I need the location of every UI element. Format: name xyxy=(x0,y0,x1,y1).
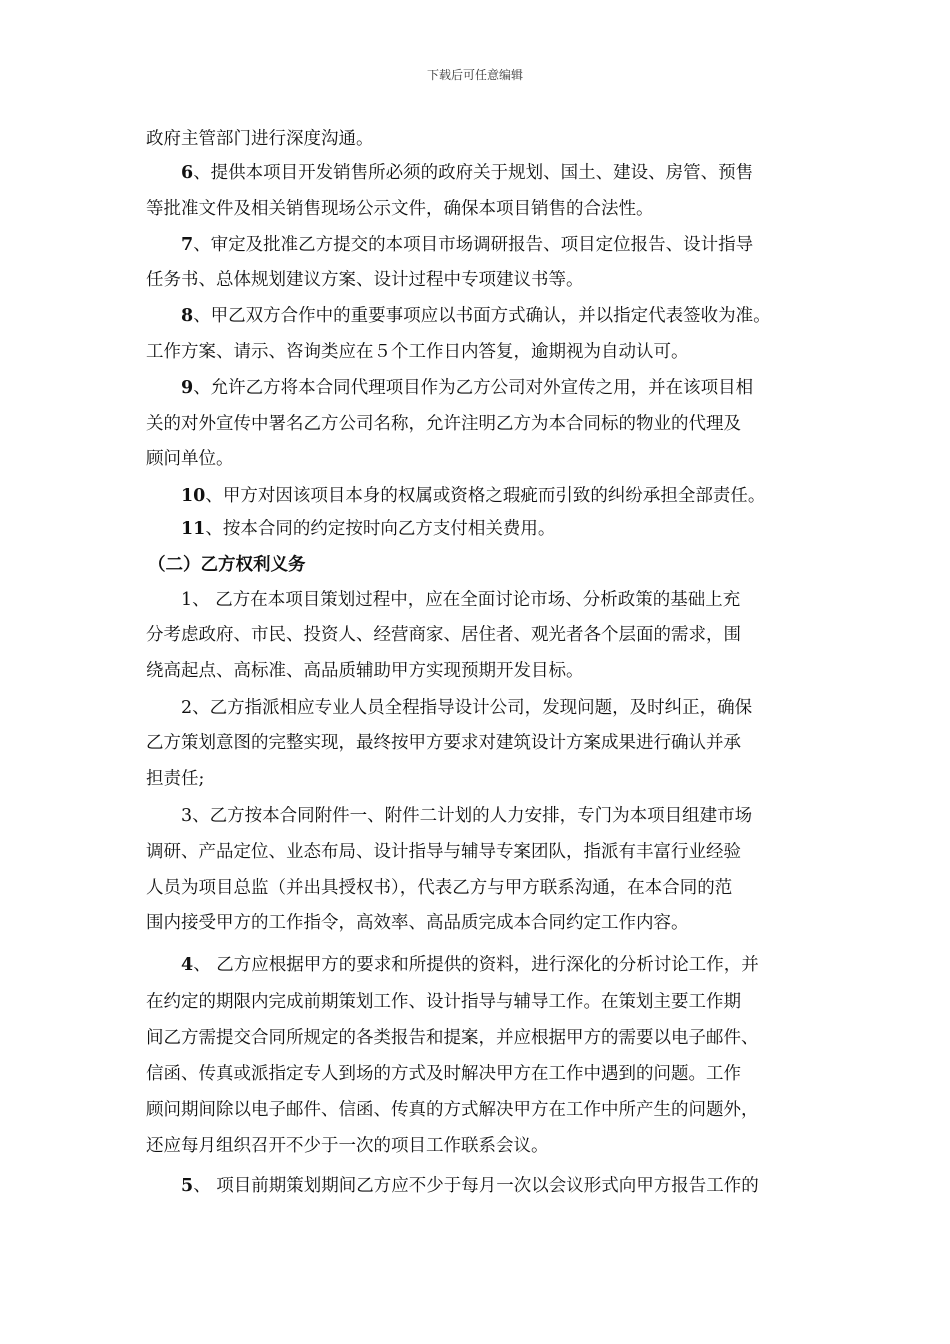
paragraph-line: 人员为项目总监（并出具授权书），代表乙方与甲方联系沟通，在本合同的范 xyxy=(146,878,733,898)
paragraph-line: 4、 乙方应根据甲方的要求和所提供的资料，进行深化的分析讨论工作，并 xyxy=(181,955,759,975)
paragraph-line: 1、 乙方在本项目策划过程中，应在全面讨论市场、分析政策的基础上充 xyxy=(181,590,741,610)
paragraph-line: 2、乙方指派相应专业人员全程指导设计公司，发现问题，及时纠正，确保 xyxy=(181,698,753,718)
paragraph-line: 还应每月组织召开不少于一次的项目工作联系会议。 xyxy=(146,1136,549,1156)
paragraph-line: 7、审定及批准乙方提交的本项目市场调研报告、项目定位报告、设计指导 xyxy=(181,235,754,255)
paragraph-line: 8、甲乙双方合作中的重要事项应以书面方式确认，并以指定代表签收为准。 xyxy=(181,306,771,326)
paragraph-line: 9、允许乙方将本合同代理项目作为乙方公司对外宣传之用，并在该项目相 xyxy=(181,378,754,398)
paragraph-line: 信函、传真或派指定专人到场的方式及时解决甲方在工作中遇到的问题。工作 xyxy=(146,1064,741,1084)
paragraph-line: 3、乙方按本合同附件一、附件二计划的人力安排，专门为本项目组建市场 xyxy=(181,806,753,826)
paragraph-line: 顾问单位。 xyxy=(146,449,234,469)
paragraph-line: 担责任; xyxy=(146,769,205,789)
paragraph-line: 顾问期间除以电子邮件、信函、传真的方式解决甲方在工作中所产生的问题外， xyxy=(146,1100,759,1120)
page-header: 下载后可任意编辑 xyxy=(426,68,523,82)
paragraph-line: 关的对外宣传中署名乙方公司名称，允许注明乙方为本合同标的物业的代理及 xyxy=(146,414,741,434)
paragraph-line: 间乙方需提交合同所规定的各类报告和提案，并应根据甲方的需要以电子邮件、 xyxy=(146,1028,759,1048)
paragraph-line: 围内接受甲方的工作指令，高效率、高品质完成本合同约定工作内容。 xyxy=(146,913,689,933)
paragraph-line: 乙方策划意图的完整实现，最终按甲方要求对建筑设计方案成果进行确认并承 xyxy=(146,733,741,753)
paragraph-line: 分考虑政府、市民、投资人、经营商家、居住者、观光者各个层面的需求，围 xyxy=(146,625,741,645)
paragraph-line: 绕高起点、高标准、高品质辅助甲方实现预期开发目标。 xyxy=(146,661,584,681)
paragraph-line: 11、按本合同的约定按时向乙方支付相关费用。 xyxy=(181,519,556,539)
paragraph-line: 政府主管部门进行深度沟通。 xyxy=(146,129,374,149)
paragraph-line: 调研、产品定位、业态布局、设计指导与辅导专案团队，指派有丰富行业经验 xyxy=(146,842,741,862)
section-heading: （二）乙方权利义务 xyxy=(148,555,306,575)
paragraph-line: 在约定的期限内完成前期策划工作、设计指导与辅导工作。在策划主要工作期 xyxy=(146,992,741,1012)
paragraph-line: 10、甲方对因该项目本身的权属或资格之瑕疵而引致的纠纷承担全部责任。 xyxy=(181,486,766,506)
paragraph-line: 6、提供本项目开发销售所必须的政府关于规划、国土、建设、房管、预售 xyxy=(181,163,754,183)
paragraph-line: 工作方案、请示、咨询类应在５个工作日内答复，逾期视为自动认可。 xyxy=(146,342,689,362)
paragraph-line: 任务书、总体规划建议方案、设计过程中专项建议书等。 xyxy=(146,270,584,290)
paragraph-line: 等批准文件及相关销售现场公示文件，确保本项目销售的合法性。 xyxy=(146,199,654,219)
paragraph-line: 5、 项目前期策划期间乙方应不少于每月一次以会议形式向甲方报告工作的 xyxy=(181,1176,759,1196)
